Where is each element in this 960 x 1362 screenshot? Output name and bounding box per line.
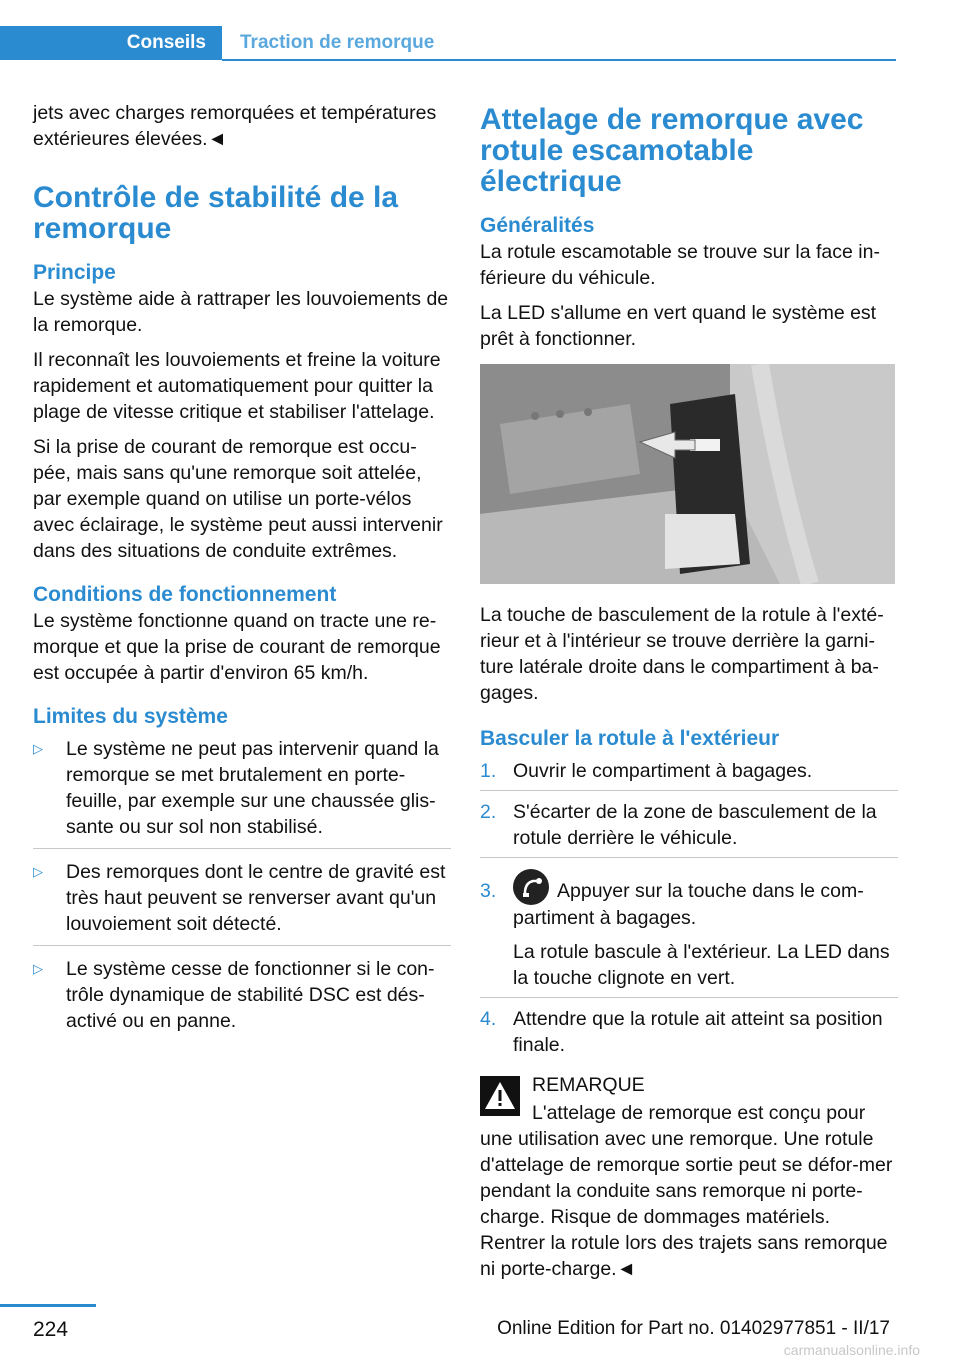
footer-rule — [0, 1304, 96, 1307]
conditions-paragraph: Le système fonctionne quand on tracte une re‐morque et que la prise de courant de remorque est occupée à partir d'environ 65 km/h. — [33, 610, 441, 684]
principe-paragraph-2: Il reconnaît les louvoiements et freine la voiture rapidement et automatiquement pour quitter la plage de vitesse critique et stabiliser l'attelage. — [33, 349, 441, 423]
warning-block — [480, 1072, 898, 1098]
steps-list — [480, 758, 898, 1064]
tab-traction-de-remorque[interactable]: Traction de remorque — [240, 32, 435, 53]
bullet-marker: ▷ — [33, 961, 43, 976]
edition-label: Online Edition for Part no. 01402977851 - II/17 — [497, 1318, 890, 1339]
step-3-sub: La rotule bascule à l'extérieur. La LED dans la touche clignote en vert. — [513, 940, 890, 989]
step-number: 3. — [480, 880, 497, 902]
photo-caption: La touche de basculement de la rotule à l'exté‐rieur et à l'intérieur se trouve derrière la garni‐ture latérale droite dans le compartiment à ba‐gages. — [480, 604, 884, 704]
header-rule — [222, 59, 896, 61]
subheading-limites: Limites du système — [33, 705, 228, 728]
subheading-principe: Principe — [33, 261, 116, 284]
subheading-basculer: Basculer la rotule à l'extérieur — [480, 727, 780, 750]
bullet-marker: ▷ — [33, 864, 43, 879]
list-item: 2. S'écarter de la zone de basculement de la rotule derrière le véhicule. — [480, 799, 898, 858]
page-number: 224 — [33, 1318, 69, 1341]
section-title-attelage: Attelage de remorque avec rotule escamotable électrique — [480, 103, 864, 198]
warning-text: L'attelage de remorque est conçu pour une utilisation avec une remorque. Une rotule d'attelage de remorque sortie peut se défor‐mer pendant la conduite sans remorque ni porte-charge. Risque de dommages matériels. Rentrer la rotule lors des trajets sans remorque ni porte-charge.◄ — [480, 1101, 893, 1280]
watermark: carmanualsonline.info — [783, 1342, 920, 1358]
list-item: 4. Attendre que la rotule ait atteint sa position finale. — [480, 1007, 883, 1056]
trunk-photo — [480, 364, 895, 584]
generalites-paragraph-1: La rotule escamotable se trouve sur la face in‐férieure du véhicule. — [480, 241, 880, 289]
warning-title: REMARQUE — [532, 1073, 645, 1096]
step-number: 4. — [480, 1007, 497, 1030]
generalites-paragraph-2: La LED s'allume en vert quand le système est prêt à fonctionner. — [480, 302, 877, 350]
warning-icon — [480, 1076, 520, 1116]
list-item: ▷ Des remorques dont le centre de gravité est très haut peuvent se renverser avant qu'un louvoiement soit détecté. — [33, 859, 451, 946]
step-number: 2. — [480, 801, 497, 823]
bullet-marker: ▷ — [33, 741, 43, 756]
list-item: 3. Appuyer sur la touche dans le com‐partiment à bagages. La rotule bascule à l'extérieur. La LED dans la touche clignote en vert. — [480, 866, 898, 998]
subheading-generalites: Généralités — [480, 214, 595, 237]
step-number: 1. — [480, 760, 497, 782]
left-column — [33, 100, 451, 1052]
subheading-conditions: Conditions de fonctionnement — [33, 583, 337, 606]
right-column — [480, 104, 898, 1291]
trailer-hitch-button-icon — [513, 869, 549, 905]
principe-paragraph-1: Le système aide à rattraper les louvoiements de la remorque. — [33, 288, 449, 336]
section-title-stabilite: Contrôle de stabilité de la remorque — [33, 181, 399, 245]
limites-list — [33, 736, 451, 1042]
list-item: ▷ Le système cesse de fonctionner si le con‐trôle dynamique de stabilité DSC est dés‐activé ou en panne. — [33, 958, 435, 1032]
principe-paragraph-3: Si la prise de courant de remorque est occu‐pée, mais sans qu'une remorque soit attelée, par exemple quand on utilise un porte-vélos avec éclairage, le système peut aussi intervenir dans des situations de conduite extrêmes. — [33, 436, 443, 562]
list-item: 1. Ouvrir le compartiment à bagages. — [480, 758, 898, 791]
intro-text: jets avec charges remorquées et températures extérieures élevées.◄ — [33, 102, 437, 150]
header-tabs — [0, 26, 896, 62]
list-item: ▷ Le système ne peut pas intervenir quand la remorque se met brutalement en porte-feuille, par exemple sur une chaussée glis‐sante ou sur sol non stabilisé. — [33, 736, 451, 849]
tab-conseils[interactable]: Conseils — [0, 26, 222, 60]
